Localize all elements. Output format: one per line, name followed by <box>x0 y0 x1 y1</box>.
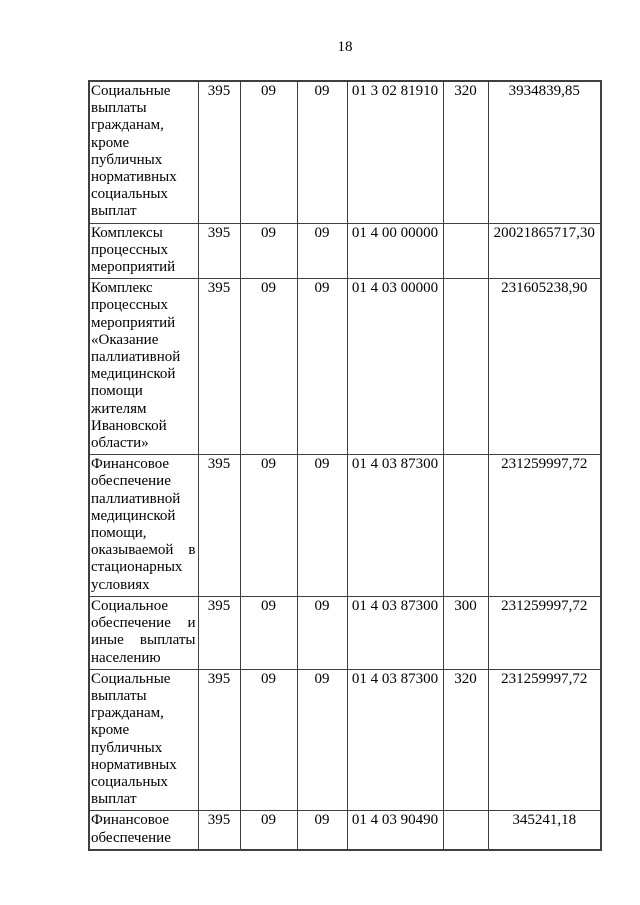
cell-rz-code: 09 <box>240 811 297 850</box>
budget-table <box>88 80 602 851</box>
expense-name-line: Ивановской <box>91 417 167 434</box>
cell-expense-name <box>89 223 198 279</box>
expense-name-line: медицинской <box>91 366 176 383</box>
table-row <box>89 81 601 223</box>
table-row <box>89 596 601 669</box>
expense-name-line: обеспечение <box>91 829 171 846</box>
expense-name-line: мероприятий <box>91 314 176 331</box>
expense-name-line: помощи, <box>91 525 147 542</box>
cell-pr-code: 09 <box>297 81 347 223</box>
cell-vr-code <box>443 455 488 597</box>
expense-name-line: социальных <box>91 773 168 790</box>
expense-name-line: паллиативной <box>91 349 181 366</box>
cell-expense-name <box>89 596 198 669</box>
budget-table-body <box>89 81 601 850</box>
expense-name-line: процессных <box>91 297 169 314</box>
expense-name-line: Финансовое <box>91 456 170 473</box>
table-row <box>89 279 601 455</box>
expense-name-line: оказываемой в <box>91 542 196 559</box>
cell-pr-code: 09 <box>297 223 347 279</box>
expense-name-line: нормативных <box>91 169 177 186</box>
expense-name-line: гражданам, <box>91 117 164 134</box>
cell-vr-code: 320 <box>443 669 488 811</box>
cell-rz-code: 09 <box>240 223 297 279</box>
cell-csr-code: 01 3 02 81910 <box>347 81 443 223</box>
cell-expense-name <box>89 455 198 597</box>
expense-name-line: Комплекс <box>91 280 153 297</box>
cell-csr-code: 01 4 03 87300 <box>347 669 443 811</box>
cell-grbs-code: 395 <box>198 279 240 455</box>
cell-pr-code: 09 <box>297 669 347 811</box>
expense-name-line: Социальные <box>91 670 171 687</box>
cell-rz-code: 09 <box>240 81 297 223</box>
table-row <box>89 669 601 811</box>
cell-vr-code <box>443 811 488 850</box>
expense-name-line: выплат <box>91 791 137 808</box>
expense-name-line: условиях <box>91 576 150 593</box>
cell-rz-code: 09 <box>240 455 297 597</box>
cell-csr-code: 01 4 03 87300 <box>347 596 443 669</box>
cell-pr-code: 09 <box>297 455 347 597</box>
cell-amount: 231259997,72 <box>488 669 601 811</box>
cell-amount: 345241,18 <box>488 811 601 850</box>
expense-name-line: обеспечение <box>91 473 171 490</box>
expense-name-line: Социальные <box>91 83 171 99</box>
cell-csr-code: 01 4 03 90490 <box>347 811 443 850</box>
cell-pr-code: 09 <box>297 596 347 669</box>
cell-rz-code: 09 <box>240 279 297 455</box>
cell-pr-code: 09 <box>297 811 347 850</box>
expense-name-line: иные выплаты <box>91 632 196 649</box>
expense-name-line: мероприятий <box>91 259 176 276</box>
expense-name-line: населению <box>91 649 161 666</box>
expense-name-line: области» <box>91 435 149 452</box>
cell-expense-name <box>89 279 198 455</box>
expense-name-line: процессных <box>91 241 169 258</box>
expense-name-line: «Оказание <box>91 331 159 348</box>
expense-name-line: помощи <box>91 383 143 400</box>
expense-name-line: обеспечение и <box>91 615 196 632</box>
expense-name-line: паллиативной <box>91 490 181 507</box>
expense-name-line: публичных <box>91 739 163 756</box>
cell-expense-name <box>89 811 198 850</box>
cell-amount: 3934839,85 <box>488 81 601 223</box>
cell-csr-code: 01 4 03 00000 <box>347 279 443 455</box>
cell-vr-code: 320 <box>443 81 488 223</box>
cell-vr-code <box>443 279 488 455</box>
cell-grbs-code: 395 <box>198 669 240 811</box>
cell-grbs-code: 395 <box>198 223 240 279</box>
expense-name-line: публичных <box>91 151 163 168</box>
expense-name-line: выплаты <box>91 100 147 117</box>
expense-name-line: Финансовое <box>91 812 170 829</box>
cell-grbs-code: 395 <box>198 81 240 223</box>
cell-csr-code: 01 4 00 00000 <box>347 223 443 279</box>
expense-name-line: выплаты <box>91 687 147 704</box>
cell-grbs-code: 395 <box>198 455 240 597</box>
cell-csr-code: 01 4 03 87300 <box>347 455 443 597</box>
expense-name-line: социальных <box>91 186 168 203</box>
cell-expense-name <box>89 81 198 223</box>
expense-name-line: Комплексы <box>91 224 163 241</box>
cell-amount: 231259997,72 <box>488 455 601 597</box>
cell-grbs-code: 395 <box>198 596 240 669</box>
cell-pr-code: 09 <box>297 279 347 455</box>
table-row <box>89 223 601 279</box>
expense-name-line: кроме <box>91 722 130 739</box>
expense-name-line: Социальное <box>91 597 169 614</box>
cell-amount: 231605238,90 <box>488 279 601 455</box>
cell-rz-code: 09 <box>240 596 297 669</box>
cell-expense-name <box>89 669 198 811</box>
expense-name-line: жителям <box>91 400 147 417</box>
expense-name-line: медицинской <box>91 507 176 524</box>
cell-rz-code: 09 <box>240 669 297 811</box>
cell-vr-code: 300 <box>443 596 488 669</box>
cell-grbs-code: 395 <box>198 811 240 850</box>
cell-amount: 20021865717,30 <box>488 223 601 279</box>
page-number: 18 <box>337 39 353 55</box>
expense-name-line: выплат <box>91 203 137 220</box>
expense-name-line: стационарных <box>91 559 183 576</box>
expense-name-line: кроме <box>91 134 130 151</box>
cell-amount: 231259997,72 <box>488 596 601 669</box>
cell-vr-code <box>443 223 488 279</box>
table-row <box>89 455 601 597</box>
table-row <box>89 811 601 850</box>
expense-name-line: нормативных <box>91 756 177 773</box>
expense-name-line: гражданам, <box>91 705 164 722</box>
